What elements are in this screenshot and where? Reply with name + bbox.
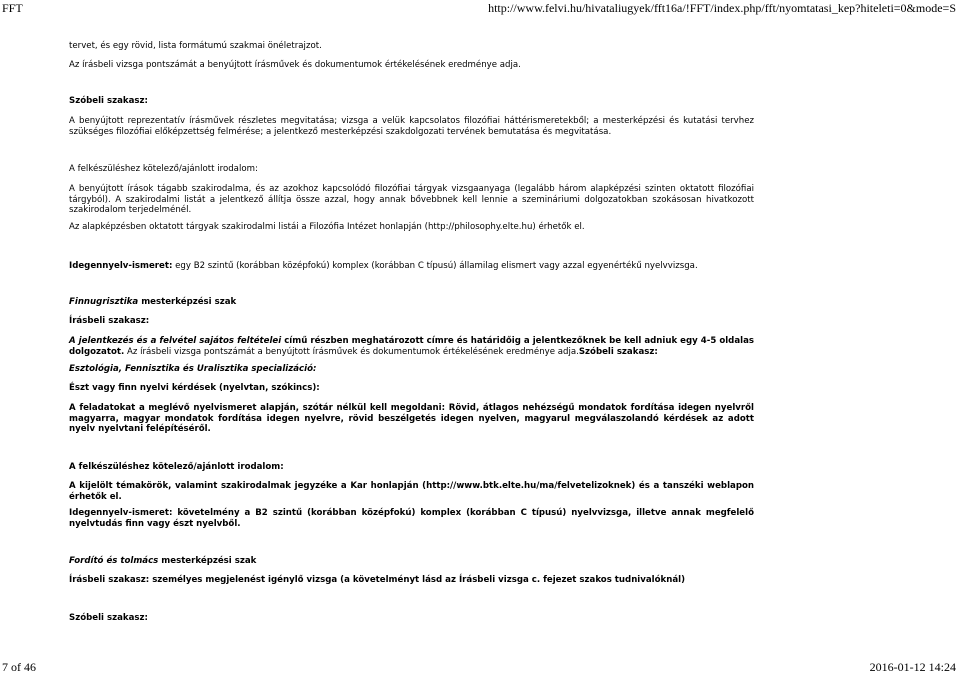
paragraph-cv: tervet, és egy rövid, lista formátumú szakmai önéletrajzot. — [69, 41, 322, 51]
paragraph-literature-link: Az alapképzésben oktatott tárgyak szakirodalmi listái a Filozófia Intézet honlapján (http://philosophy.elte.hu) érhetők el. — [69, 222, 585, 232]
essay-requirement: című részben meghatározott címre és határidőig a jelentkezőknek be kell adniuk egy 4-5 oldalas dolgozatot. — [69, 336, 754, 357]
heading-translator-program — [69, 556, 754, 567]
paragraph-tasks: A feladatokat a meglévő nyelvismeret alapján, szótár nélkül kell megoldani: Rövid, átlagos nehézségű mondatok fordítása idegen nyelvről magyarra, magyar mondatok fordítása idegen nyelvre, rövid beszélgetés idegen nyelven, magyarul megválaszolandó kérdések az adott nyelv nyelvtani felépítéséről. — [69, 403, 754, 434]
heading-finnugrisztika — [69, 297, 754, 308]
paragraph-literature: A benyújtott írások tágabb szakirodalma, és az azokhoz kapcsolódó filozófiai tárgyak vizsgaanyaga (legalább három alapképzési szinten oktatott filozófiai tárgyból). A szakirodalmi listát a jelentkező állítja össze azzal, hogy annak bővebbnek kell lennie a szemináriumi dolgozatokban szokásosan hivatkozott szakirodalom terjedelménél. — [69, 184, 754, 215]
heading-reading-list: A felkészüléshez kötelező/ajánlott irodalom: — [69, 164, 258, 174]
written-score-note: Az írásbeli vizsga pontszámát a benyújtott írásművek és dokumentumok értékelésének eredménye adja. — [124, 346, 579, 357]
paragraph-oral-description: A benyújtott reprezentatív írásművek részletes megvitatása; vizsga a velük kapcsolatos filozófiai háttérismeretekből; a mesterképzési és kutatási tervhez szükséges filozófiai előképzettség felmérése; a jelentkező mesterképzési szakdolgozati tervének bemutatása és megvitatása. — [69, 116, 754, 137]
print-timestamp: 2016-01-12 14:24 — [869, 660, 956, 674]
heading-oral-stage-2: Szóbeli szakasz: — [69, 613, 148, 623]
program-name-finnugrisztika: Finnugrisztika — [69, 297, 139, 307]
heading-oral-stage: Szóbeli szakasz: — [69, 96, 148, 106]
page-number: 7 of 46 — [2, 660, 36, 674]
paragraph-language-requirement — [69, 261, 754, 272]
paragraph-written-exam: Írásbeli szakasz: személyes megjelenést igénylő vizsga (a követelményt lásd az Írásbeli vizsga c. fejezet szakos tudnivalóknál) — [69, 575, 686, 585]
program-suffix-2: mesterképzési szak — [158, 556, 257, 566]
heading-written-stage: Írásbeli szakasz: — [69, 316, 150, 326]
print-header — [0, 0, 959, 16]
conditions-ref: A jelentkezés és a felvétel sajátos feltételei — [69, 336, 282, 346]
paragraph-written-essay — [69, 336, 754, 357]
paragraph-written-score: Az írásbeli vizsga pontszámát a benyújtott írásművek és dokumentumok értékelésének eredménye adja. — [69, 60, 521, 70]
oral-stage-label: Szóbeli szakasz: — [578, 346, 658, 357]
program-name-translator: Fordító és tolmács — [69, 556, 159, 566]
paragraph-topics-link: A kijelölt témakörök, valamint szakirodalmak jegyzéke a Kar honlapján (http://www.btk.elte.hu/ma/felvetelizoknek) és a tanszéki weblapon érhetők el. — [69, 481, 754, 502]
header-url: http://www.felvi.hu/hivataliugyek/fft16a/!FFT/index.php/fft/nyomtatasi_kep?hiteleti=0&mode=S — [488, 1, 956, 15]
heading-specialization: Esztológia, Fennisztika és Uralisztika specializáció: — [69, 364, 317, 374]
heading-reading-list-2: A felkészüléshez kötelező/ajánlott irodalom: — [69, 462, 284, 472]
language-label: Idegennyelv-ismeret: — [69, 261, 173, 271]
language-text: egy B2 szintű (korábban középfokú) komplex (korábban C típusú) államilag elismert vagy azzal egyenértékű nyelvvizsga. — [172, 261, 698, 271]
print-footer — [0, 660, 959, 676]
paragraph-language-requirement-2: Idegennyelv-ismeret: követelmény a B2 szintű (korábban középfokú) komplex (korábban C típusú) nyelvvizsga, illetve annak megfelelő nyelvtudás finn vagy észt nyelvből. — [69, 508, 754, 529]
heading-language-questions: Észt vagy finn nyelvi kérdések (nyelvtan, szókincs): — [69, 383, 320, 393]
header-title: FFT — [2, 1, 23, 15]
program-suffix: mesterképzési szak — [138, 297, 237, 307]
